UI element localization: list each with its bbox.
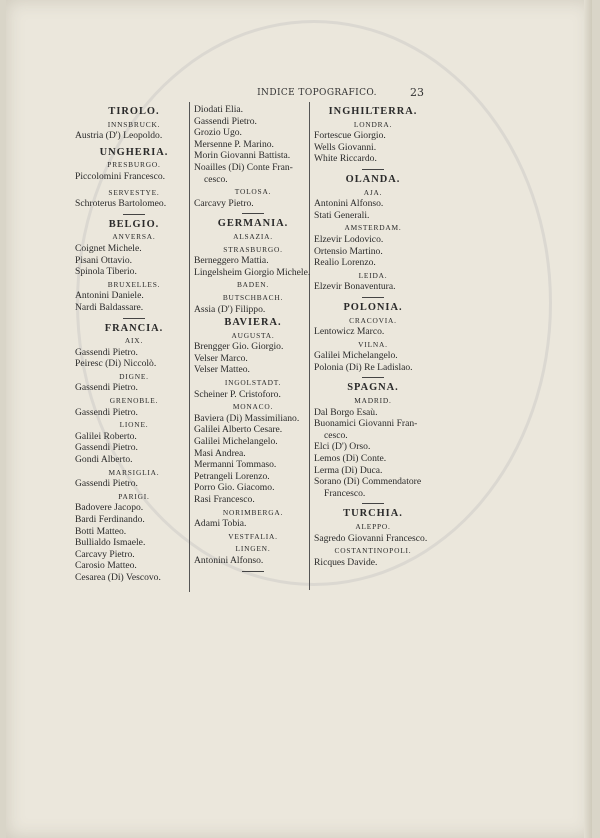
correspondent-name: Petrangeli Lorenzo.: [194, 470, 270, 482]
correspondent-name: Gassendi Pietro.: [75, 346, 138, 358]
correspondent-name: Galilei Michelangelo.: [314, 350, 398, 362]
spacer: [75, 183, 193, 186]
country-heading: SPAGNA.: [347, 382, 399, 394]
country-heading: OLANDA.: [345, 173, 401, 185]
correspondent-name: Austria (D') Leopoldo.: [75, 130, 163, 142]
running-header: INDICE TOPOGRAFICO.: [257, 88, 377, 98]
correspondent-name: Botti Matteo.: [75, 525, 127, 537]
correspondent-name: Elci (D') Orso.: [314, 441, 371, 453]
correspondent-name-continuation: cesco.: [324, 429, 348, 441]
correspondent-name: Velser Matteo.: [194, 364, 250, 376]
city-heading: LEIDA.: [358, 270, 388, 280]
city-heading: PARIGI.: [118, 491, 150, 501]
correspondent-name: Galilei Roberto.: [75, 430, 137, 442]
city-heading: AJA.: [363, 187, 383, 197]
correspondent-name: Pisani Ottavio.: [75, 254, 133, 266]
correspondent-name: Rasi Francesco.: [194, 494, 255, 505]
city-heading: LINGEN.: [235, 544, 271, 554]
index-column-1: [75, 104, 193, 584]
correspondent-name: Diodati Elia.: [194, 104, 244, 115]
country-heading: TURCHIA.: [343, 508, 403, 520]
correspondent-name: Scheiner P. Cristoforo.: [194, 388, 281, 400]
correspondent-name-continuation: cesco.: [204, 173, 228, 185]
country-heading: BELGIO.: [108, 218, 160, 230]
city-heading: AUGUSTA.: [231, 330, 275, 340]
correspondent-name: Lerma (Di) Duca.: [314, 464, 383, 476]
correspondent-name: Gassendi Pietro.: [75, 382, 138, 394]
correspondent-name: Antonini Alfonso.: [314, 198, 384, 210]
correspondent-name: Gassendi Pietro.: [75, 442, 138, 454]
correspondent-name: Carcavy Pietro.: [194, 197, 254, 209]
section-rule: [362, 297, 384, 298]
correspondent-name: Wells Giovanni.: [314, 141, 377, 153]
correspondent-name: Baviera (Di) Massimiliano.: [194, 412, 300, 424]
correspondent-name: Galilei Alberto Cesare.: [194, 424, 283, 436]
city-heading: STRASBURGO.: [223, 244, 283, 254]
correspondent-name: Fortescue Giorgio.: [314, 130, 386, 142]
correspondent-name: Mersenne P. Marino.: [194, 138, 274, 150]
city-heading: VILNA.: [358, 339, 388, 349]
book-page: [6, 0, 592, 838]
correspondent-name: Dal Borgo Esaù.: [314, 406, 378, 418]
city-heading: MARSIGLIA.: [108, 467, 160, 477]
section-rule: [242, 571, 264, 572]
correspondent-name: Velser Marco.: [194, 352, 248, 364]
section-rule: [123, 214, 145, 215]
index-column-3: [314, 104, 432, 568]
city-heading: GRENOBLE.: [109, 396, 159, 406]
correspondent-name: Ortensio Martino.: [314, 245, 383, 257]
country-heading: UNGHERIA.: [99, 146, 169, 158]
country-heading: FRANCIA.: [104, 322, 164, 334]
correspondent-name: Lingelsheim Giorgio Michele.: [194, 266, 311, 278]
city-heading: BUTSCHBACH.: [222, 292, 284, 302]
city-heading: ANVERSA.: [112, 232, 156, 242]
correspondent-name: Gassendi Pietro.: [75, 478, 138, 490]
city-heading: LIONE.: [119, 420, 149, 430]
correspondent-name: Sorano (Di) Commendatore: [314, 476, 422, 488]
correspondent-name: Ricques Davide.: [314, 556, 378, 568]
correspondent-name: Antonini Daniele.: [75, 290, 144, 302]
city-heading: BRUXELLES.: [107, 279, 161, 289]
correspondent-name: White Riccardo.: [314, 153, 377, 165]
correspondent-name: Bullialdo Ismaele.: [75, 537, 146, 549]
section-rule: [362, 503, 384, 504]
correspondent-name: Assia (D') Filippo.: [194, 303, 266, 315]
correspondent-name: Bardi Ferdinando.: [75, 514, 145, 525]
city-heading: AMSTERDAM.: [344, 223, 402, 233]
city-heading: MONACO.: [232, 402, 274, 412]
section-rule: [123, 318, 145, 319]
index-column-2: [194, 104, 312, 576]
correspondent-name: Badovere Jacopo.: [75, 502, 144, 514]
correspondent-name: Schroterus Bartolomeo.: [75, 198, 167, 210]
correspondent-name: Piccolomini Francesco.: [75, 170, 166, 182]
country-heading: GERMANIA.: [217, 218, 289, 230]
correspondent-name: Realio Lorenzo.: [314, 257, 376, 269]
correspondent-name: Antonini Alfonso.: [194, 554, 264, 566]
correspondent-name: Galilei Michelangelo.: [194, 436, 278, 448]
country-heading: BAVIERA.: [224, 317, 282, 329]
spacer: [75, 142, 193, 145]
city-heading: AIX.: [124, 336, 144, 346]
correspondent-name: Carosio Matteo.: [75, 560, 137, 572]
city-heading: ALEPPO.: [355, 522, 391, 531]
correspondent-name: Morin Giovanni Battista.: [194, 150, 291, 162]
correspondent-name: Cesarea (Di) Vescovo.: [75, 571, 161, 583]
correspondent-name: Elzevir Lodovico.: [314, 233, 384, 245]
city-heading: ALSAZIA.: [233, 231, 273, 241]
correspondent-name: Mermanni Tommaso.: [194, 459, 277, 471]
correspondent-name: Gondi Alberto.: [75, 454, 133, 466]
section-rule: [242, 213, 264, 214]
city-heading: PRESBURGO.: [107, 160, 161, 170]
country-heading: TIROLO.: [108, 106, 160, 117]
correspondent-name: Gassendi Pietro.: [194, 115, 257, 127]
city-heading: BADEN.: [236, 280, 270, 290]
correspondent-name: Coignet Michele.: [75, 242, 142, 254]
correspondent-name: Nardi Baldassare.: [75, 301, 144, 313]
country-heading: POLONIA.: [343, 301, 403, 313]
city-heading: NORIMBERGA.: [222, 507, 284, 517]
correspondent-name: Adami Tobia.: [194, 518, 247, 530]
correspondent-name: Polonia (Di) Re Ladislao.: [314, 361, 413, 373]
correspondent-name: Masi Andrea.: [194, 447, 246, 459]
correspondent-name-continuation: Francesco.: [324, 487, 366, 499]
city-heading: TOLOSA.: [234, 187, 272, 197]
page-number: 23: [410, 86, 424, 99]
city-heading: VESTFALIA.: [228, 531, 278, 541]
city-heading: DIGNE.: [119, 371, 149, 381]
correspondent-name: Brengger Gio. Giorgio.: [194, 341, 284, 353]
correspondent-name: Spinola Tiberio.: [75, 266, 137, 278]
country-heading: INGHILTERRA.: [328, 106, 418, 117]
section-rule: [362, 169, 384, 170]
city-heading: CRACOVIA.: [349, 315, 397, 325]
correspondent-name: Peiresc (Di) Niccolò.: [75, 358, 157, 370]
correspondent-name: Berneggero Mattia.: [194, 255, 269, 267]
correspondent-name: Gassendi Pietro.: [75, 406, 138, 418]
correspondent-name: Stati Generali.: [314, 209, 370, 221]
section-rule: [362, 377, 384, 378]
correspondent-name: Elzevir Bonaventura.: [314, 281, 396, 293]
city-heading: MADRID.: [354, 396, 392, 406]
correspondent-name: Grozio Ugo.: [194, 127, 242, 139]
city-heading: INNSBRUCK.: [107, 119, 161, 129]
city-heading: COSTANTINOPOLI.: [334, 546, 412, 556]
correspondent-name: Buonamici Giovanni Fran-: [314, 418, 418, 430]
city-heading: INGOLSTADT.: [224, 378, 282, 388]
correspondent-name: Porro Gio. Giacomo.: [194, 482, 275, 494]
correspondent-name: Lentowicz Marco.: [314, 326, 385, 338]
city-heading: SERVESTYE.: [108, 187, 160, 197]
correspondent-name: Carcavy Pietro.: [75, 548, 135, 560]
correspondent-name: Sagredo Giovanni Francesco.: [314, 532, 428, 544]
correspondent-name: Noailles (Di) Conte Fran-: [194, 161, 293, 173]
correspondent-name: Lemos (Di) Conte.: [314, 453, 387, 465]
city-heading: LONDRA.: [353, 119, 393, 129]
